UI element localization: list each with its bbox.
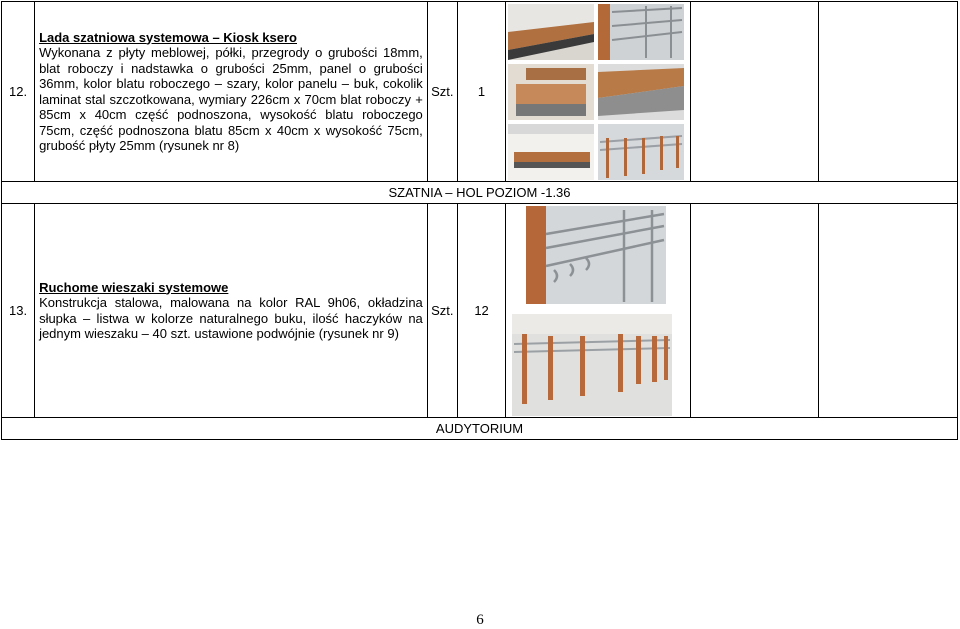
- table-row: [2, 2, 958, 182]
- section-heading-audytorium: AUDYTORIUM: [2, 418, 958, 440]
- row-number: 12.: [2, 2, 35, 182]
- kiosk-photos: [506, 2, 685, 182]
- row-description: [35, 204, 428, 418]
- empty-cell: [691, 204, 819, 418]
- section-row: [2, 182, 958, 204]
- row-unit: Szt.: [427, 204, 457, 418]
- item-description: Wykonana z płyty meblowej, półki, przegrody o grubości 18mm, blat roboczy i nadstawka o grubości 25mm, panel o grubości 36mm, kolor blatu roboczego – szary, kolor panelu – buk, cokolik laminat stal szczotkowana, wymiary 226cm x 70cm blat roboczy + 85cm x 40cm część podnoszona, wysokość blatu roboczego 75cm, część podnoszona blatu 85cm x 40cm x wysokość 75cm, grubość płyty 25mm (rysunek nr 8): [39, 45, 423, 153]
- row-quantity: 12: [457, 204, 506, 418]
- empty-cell: [691, 2, 819, 182]
- specification-table: [1, 1, 958, 440]
- item-title: Ruchome wieszaki systemowe: [39, 279, 229, 295]
- table-row: [2, 204, 958, 418]
- section-heading-szatnia: SZATNIA – HOL POZIOM -1.36: [2, 182, 958, 204]
- empty-cell: [819, 2, 958, 182]
- photo-collage-hangers: [506, 204, 691, 418]
- row-unit: Szt.: [427, 2, 457, 182]
- row-description: [35, 2, 428, 182]
- empty-cell: [819, 204, 958, 418]
- section-row: [2, 418, 958, 440]
- photo-collage-kiosk: [506, 2, 691, 182]
- row-quantity: 1: [457, 2, 506, 182]
- row-number: 13.: [2, 204, 35, 418]
- hanger-photos: [506, 204, 685, 418]
- page-number: 6: [476, 612, 484, 628]
- item-description: Konstrukcja stalowa, malowana na kolor RAL 9h06, okładzina słupka – listwa w kolorze naturalnego buku, ilość haczyków na jednym wieszaku – 40 szt. ustawione podwójnie (rysunek nr 9): [39, 295, 423, 341]
- item-title: Lada szatniowa systemowa – Kiosk ksero: [39, 29, 297, 45]
